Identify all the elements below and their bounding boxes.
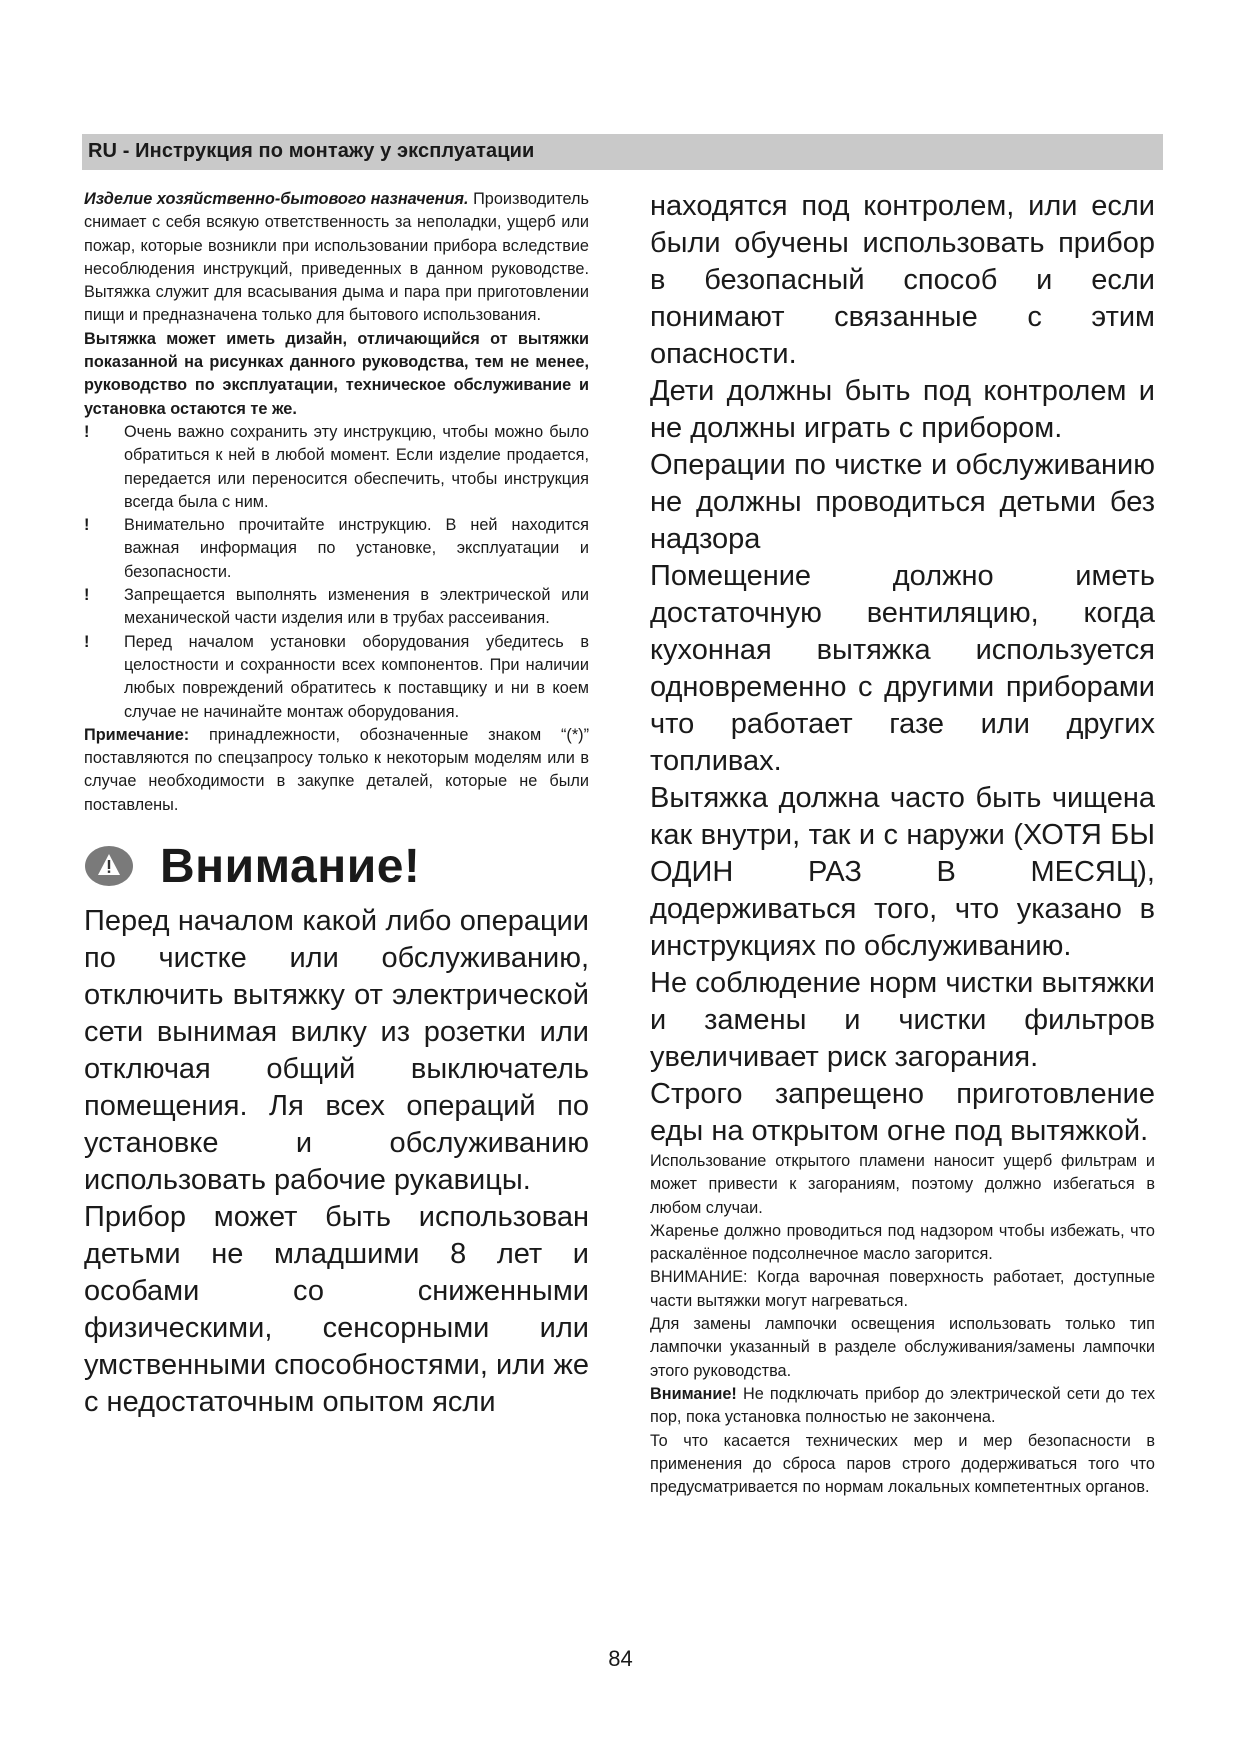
bullet-text: Внимательно прочитайте инструкцию. В ней находится важная информация по установке, эксплуатации и безопасности. (124, 516, 589, 581)
exclamation-mark: ! (84, 586, 90, 605)
bullet-text: Запрещается выполнять изменения в электрической или механической части изделия или в трубах рассеивания. (124, 586, 589, 628)
large-paragraph: Не соблюдение норм чистки вытяжки и замены и чистки фильтров увеличивает риск загорания. (650, 967, 1155, 1073)
page-number: 84 (608, 1646, 633, 1671)
warning-paragraph (650, 1383, 1155, 1430)
note-label: Примечание: (84, 725, 190, 744)
left-column (84, 188, 589, 1421)
exclamation-mark: ! (84, 422, 90, 441)
small-paragraph: То что касается технических мер и мер безопасности в применения до сброса паров строго додерживаться того что предусматривается по нормам локальных компетентных органов. (650, 1431, 1155, 1497)
bullet-item (84, 584, 589, 631)
note-text: принадлежности, обозначенные знаком “(*)” поставляются по спецзапросу только к некоторым моделям или в случае необходимости в закупке деталей, которые не были поставлены. (84, 725, 589, 814)
large-paragraph: Дети должны быть под контролем и не должны играть с прибором. (650, 375, 1155, 444)
large-paragraph: Строго запрещено приготовление еды на открытом огне под вытяжкой. (650, 1078, 1155, 1147)
small-paragraph: Для замены лампочки освещения использовать только тип лампочки указанный в разделе обслуживания/замены лампочки этого руководства. (650, 1315, 1155, 1380)
intro-heading: Изделие хозяйственно-бытового назначения. (84, 190, 469, 208)
large-paragraph: находятся под контролем, или если были обучены использовать прибор в безопасный способ и если понимают связанные с этим опасности. (650, 190, 1155, 370)
design-notice: Вытяжка может иметь дизайн, отличающийся от вытяжки показанной на рисунках данного руководства, тем не менее, руководство по эксплуатации, техническое обслуживание и установка остаются те же. (84, 329, 589, 418)
bullet-item (84, 631, 589, 724)
bullet-text: Перед началом установки оборудования убедитесь в целостности и сохранности всех компонентов. При наличии любых повреждений обратитесь к поставщику и ни в коем случае не начинайте монтаж оборудования. (124, 632, 589, 721)
exclamation-mark: ! (84, 632, 90, 651)
bullet-item (84, 421, 589, 514)
attention-title: Внимание! (160, 839, 421, 893)
warning-label: Внимание! (650, 1384, 737, 1403)
section-title: RU - Инструкция по монтажу у эксплуатации (88, 140, 535, 162)
warning-triangle-icon (84, 845, 134, 887)
safety-paragraph-disconnect: Перед началом какой либо операции по чистке или обслуживанию, отключить вытяжку от электрической сети вынимая вилку из розетки или отключая общий выключатель помещения. Ля всех операций по установке и обслуживанию использовать рабочие рукавицы. (84, 905, 589, 1197)
intro-text: Производитель снимает с себя всякую ответственность за неполадки, ущерб или пожар, которые возникли при использовании прибора вследствие несоблюдения инструкций, приведенных в данном руководстве. Вытяжка служит для всасывания дыма и пара при приготовлении пищи и предназначена только для бытового использования. (84, 190, 589, 325)
safety-paragraph-children: Прибор может быть использован детьми не младшими 8 лет и особами со сниженными физическими, сенсорными или умственными способностями, или же с недостаточным опытом ясли (84, 1201, 589, 1419)
exclamation-mark: ! (84, 516, 90, 535)
small-paragraph: Использование открытого пламени наносит ущерб фильтрам и может привести к загораниям, поэтому должно избегаться в любом случаи. (650, 1152, 1155, 1217)
warning-text: Не подключать прибор до электрической сети до тех пор, пока установка полностью не закончена. (650, 1384, 1155, 1427)
large-paragraph: Операции по чистке и обслуживанию не должны проводиться детьми без надзора (650, 449, 1155, 555)
intro-paragraph (84, 188, 589, 328)
bullet-text: Очень важно сохранить эту инструкцию, чтобы можно было обратиться к ней в любой момент. Если изделие продается, передается или переносится обеспечить, чтобы инструкция всегда была с ним. (124, 422, 589, 511)
attention-heading (84, 833, 589, 899)
large-paragraph: Вытяжка должна часто быть чищена как внутри, так и с наружи (ХОТЯ БЫ ОДИН РАЗ В МЕСЯЦ), додерживаться того, что указано в инструкциях по обслуживанию. (650, 782, 1155, 962)
right-column (650, 188, 1155, 1499)
large-paragraph: Помещение должно иметь достаточную вентиляцию, когда кухонная вытяжка используется одновременно с другими приборами что работает газе или других топливах. (650, 560, 1155, 777)
section-header-bar (82, 134, 1163, 170)
small-paragraph: Жаренье должно проводиться под надзором чтобы избежать, что раскалённое подсолнечное масло загорится. (650, 1221, 1155, 1264)
small-paragraph: ВНИМАНИЕ: Когда варочная поверхность работает, доступные части вытяжки могут нагреваться. (650, 1268, 1155, 1310)
bullet-item (84, 514, 589, 584)
note-paragraph (84, 724, 589, 817)
